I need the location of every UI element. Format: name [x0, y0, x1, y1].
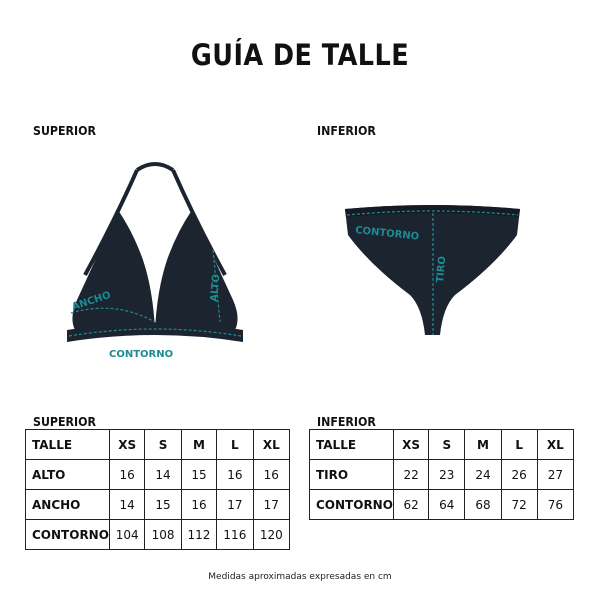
inferior-table-header-row	[310, 430, 574, 460]
table-cell: 14	[145, 460, 181, 490]
table-cell: 16	[109, 460, 144, 490]
table-cell: 16	[217, 460, 253, 490]
table-row-label: TIRO	[310, 460, 394, 490]
table-header-cell: L	[501, 430, 537, 460]
table-cell: 22	[393, 460, 428, 490]
table-row-label: ALTO	[26, 460, 110, 490]
table-row-label: ANCHO	[26, 490, 110, 520]
table-cell: 15	[181, 460, 216, 490]
table-row-label: CONTORNO	[310, 490, 394, 520]
table-header-cell: TALLE	[310, 430, 394, 460]
table-cell: 15	[145, 490, 181, 520]
table-cell: 68	[465, 490, 501, 520]
table-row	[26, 460, 290, 490]
table-cell: 108	[145, 520, 181, 550]
bikini-top-illustration	[55, 150, 255, 365]
table-cell: 26	[501, 460, 537, 490]
ancho-label: ANCHO	[70, 289, 113, 313]
contorno-label: CONTORNO	[109, 349, 174, 360]
inferior-illustration-label: INFERIOR	[317, 124, 376, 138]
table-cell: 64	[429, 490, 465, 520]
table-cell: 17	[253, 490, 289, 520]
table-cell: 112	[181, 520, 216, 550]
table-header-cell: XL	[537, 430, 573, 460]
page-title: GUÍA DE TALLE	[190, 38, 410, 72]
table-cell: 16	[253, 460, 289, 490]
superior-illustration-label: SUPERIOR	[33, 124, 97, 138]
table-header-cell: XS	[109, 430, 144, 460]
table-cell: 17	[217, 490, 253, 520]
table-cell: 14	[109, 490, 144, 520]
tiro-label: TIRO	[435, 255, 449, 284]
table-row	[310, 460, 574, 490]
contorno-bottom-label: CONTORNO	[354, 225, 420, 243]
alto-label: ALTO	[209, 273, 223, 303]
table-cell: 23	[429, 460, 465, 490]
table-header-cell: XL	[253, 430, 289, 460]
table-row	[310, 490, 574, 520]
table-row-label: CONTORNO	[26, 520, 110, 550]
table-header-cell: L	[217, 430, 253, 460]
table-header-cell: TALLE	[26, 430, 110, 460]
table-header-cell: M	[181, 430, 216, 460]
measurement-footnote: Medidas aproximadas expresadas en cm	[208, 572, 392, 582]
superior-size-table	[25, 429, 290, 550]
table-cell: 27	[537, 460, 573, 490]
table-row	[26, 520, 290, 550]
superior-table-label: SUPERIOR	[33, 415, 97, 429]
table-header-cell: M	[465, 430, 501, 460]
table-cell: 116	[217, 520, 253, 550]
table-header-cell: XS	[393, 430, 428, 460]
bikini-bottom-illustration	[335, 195, 530, 345]
inferior-table-label: INFERIOR	[317, 415, 376, 429]
table-cell: 120	[253, 520, 289, 550]
superior-table-header-row	[26, 430, 290, 460]
table-cell: 62	[393, 490, 428, 520]
table-cell: 76	[537, 490, 573, 520]
table-header-cell: S	[429, 430, 465, 460]
table-header-cell: S	[145, 430, 181, 460]
inferior-size-table	[309, 429, 574, 520]
table-cell: 16	[181, 490, 216, 520]
table-cell: 24	[465, 460, 501, 490]
table-cell: 104	[109, 520, 144, 550]
table-row	[26, 490, 290, 520]
table-cell: 72	[501, 490, 537, 520]
